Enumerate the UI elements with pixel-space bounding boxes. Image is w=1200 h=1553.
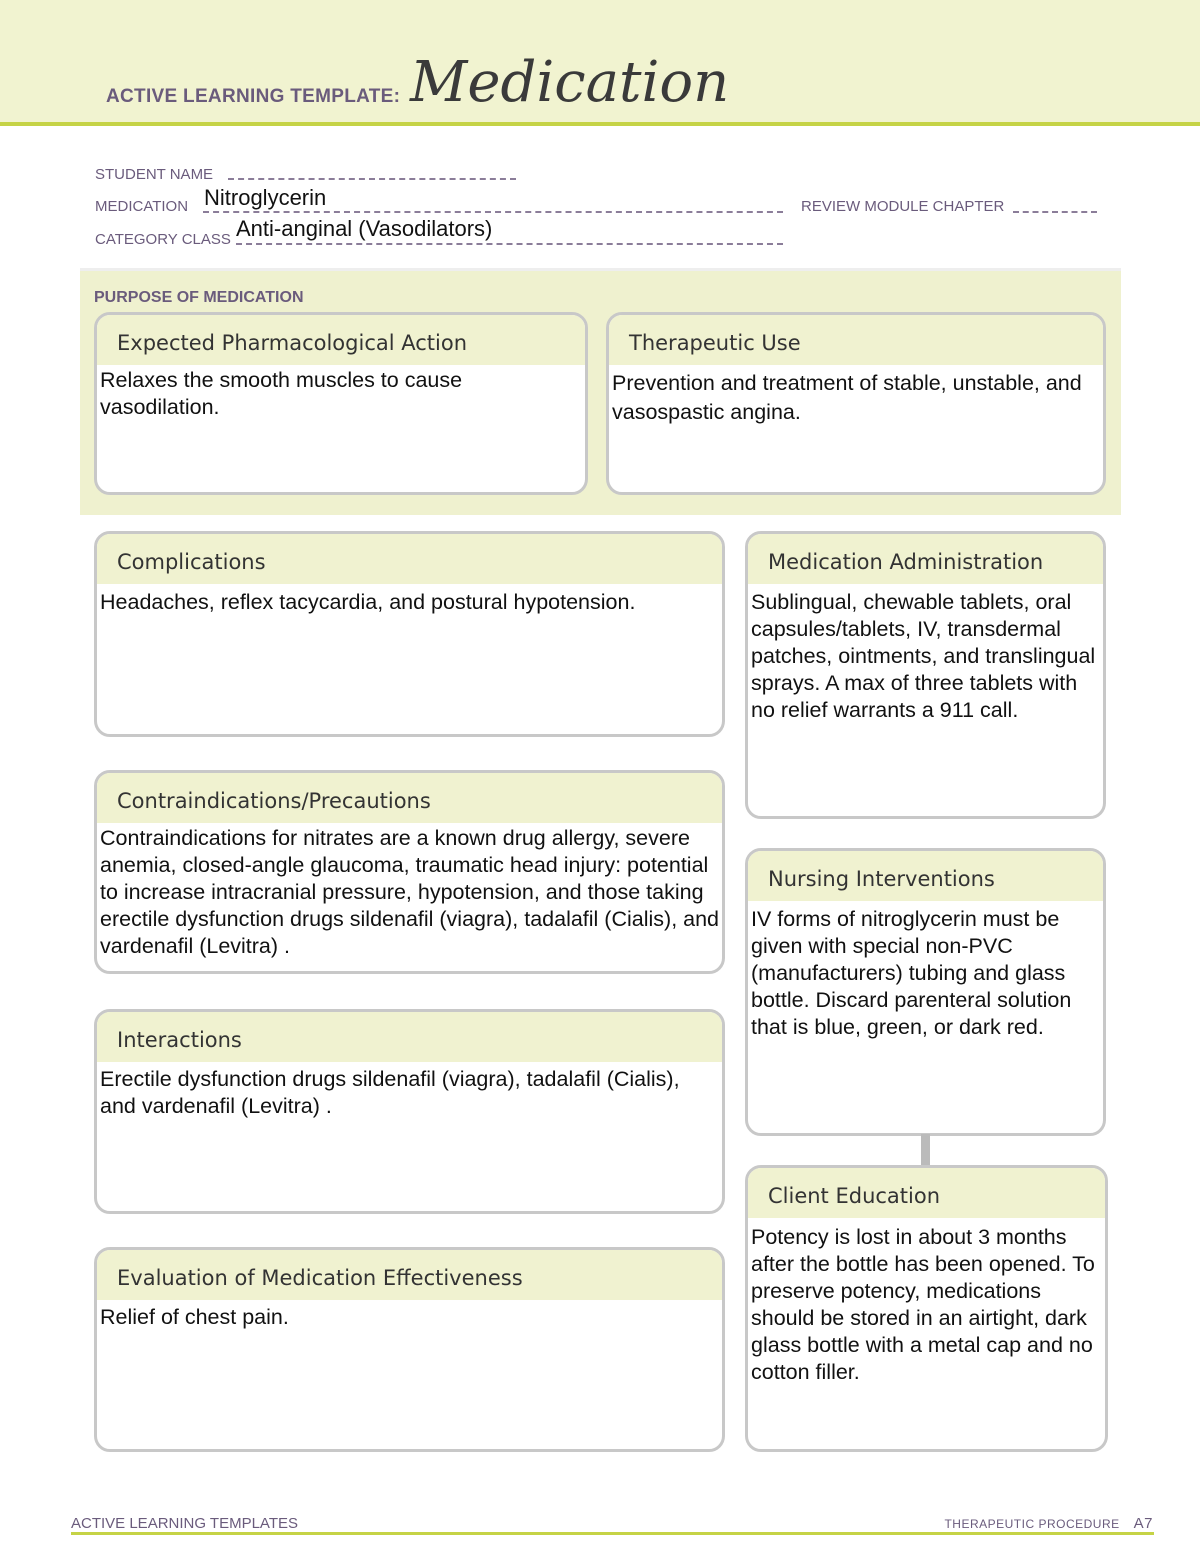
box-title: Interactions — [97, 1012, 722, 1062]
interactions-box — [94, 1009, 725, 1214]
footer-divider — [71, 1532, 1154, 1535]
category-class-value: Anti-anginal (Vasodilators) — [236, 216, 493, 241]
box-title: Client Education — [748, 1168, 1105, 1218]
box-title: Evaluation of Medication Effectiveness — [97, 1250, 722, 1300]
medication-administration-box — [745, 531, 1106, 819]
complications-box — [94, 531, 725, 737]
template-label: ACTIVE LEARNING TEMPLATE: — [106, 86, 401, 107]
review-module-field[interactable] — [1013, 211, 1097, 213]
contraindications-box — [94, 770, 725, 974]
box-title: Complications — [97, 534, 722, 584]
box-text[interactable]: IV forms of nitroglycerin must be given with special non-PVC (manufacturers) tubing and glass bottle. Discard parenteral solution that is blue, green, or dark red. — [751, 907, 1072, 1039]
box-connector — [921, 1134, 930, 1167]
box-text[interactable]: Contraindications for nitrates are a known drug allergy, severe anemia, closed-angle glaucoma, traumatic head injury: potential to increase intracranial pressure, hypotension, and those taking erectile dysfunction drugs sildenafil (viagra), tadalafil (Cialis), and vardenafil (Levitra) . — [100, 826, 720, 958]
box-text[interactable]: Potency is lost in about 3 months after the bottle has been opened. To preserve potency, medications should be stored in an airtight, dark glass bottle with a metal cap and no cotton filler. — [751, 1225, 1095, 1384]
student-name-field[interactable] — [228, 178, 516, 180]
category-class-label: CATEGORY CLASS — [95, 231, 231, 248]
box-text[interactable]: Erectile dysfunction drugs sildenafil (viagra), tadalafil (Cialis), and vardenafil (Levitra) . — [100, 1067, 680, 1118]
box-title: Expected Pharmacological Action — [97, 315, 585, 365]
category-class-field[interactable] — [236, 243, 783, 245]
box-title: Nursing Interventions — [748, 851, 1103, 901]
footer-section — [944, 1515, 1153, 1532]
header-divider — [0, 122, 1200, 126]
student-name-label: STUDENT NAME — [95, 166, 214, 183]
box-text[interactable]: Relaxes the smooth muscles to cause vasodilation. — [100, 368, 463, 419]
nursing-interventions-box — [745, 848, 1106, 1136]
therapeutic-use-box — [606, 312, 1106, 495]
evaluation-box — [94, 1247, 725, 1452]
medication-value: Nitroglycerin — [204, 185, 327, 210]
box-text[interactable]: Sublingual, chewable tablets, oral capsules/tablets, IV, transdermal patches, ointments, and translingual sprays. A max of three tablets with no relief warrants a 911 call. — [751, 590, 1096, 722]
pharmacological-action-box — [94, 312, 588, 495]
footer-title: ACTIVE LEARNING TEMPLATES — [71, 1515, 298, 1532]
review-module-label: REVIEW MODULE CHAPTER — [801, 198, 1005, 215]
medication-field[interactable] — [203, 211, 783, 213]
page-title: Medication — [410, 50, 730, 115]
box-title: Medication Administration — [748, 534, 1103, 584]
box-title: Therapeutic Use — [609, 315, 1103, 365]
client-education-box — [745, 1165, 1108, 1452]
box-text[interactable]: Headaches, reflex tacycardia, and postural hypotension. — [100, 590, 636, 614]
box-title: Contraindications/Precautions — [97, 773, 722, 823]
box-text[interactable]: Prevention and treatment of stable, unstable, and vasospastic angina. — [612, 371, 1082, 424]
page-number: A7 — [1133, 1515, 1153, 1532]
medication-label: MEDICATION — [95, 198, 189, 215]
footer-procedure: THERAPEUTIC PROCEDURE — [944, 1517, 1120, 1531]
box-text[interactable]: Relief of chest pain. — [100, 1305, 289, 1329]
purpose-label: PURPOSE OF MEDICATION — [94, 289, 304, 306]
